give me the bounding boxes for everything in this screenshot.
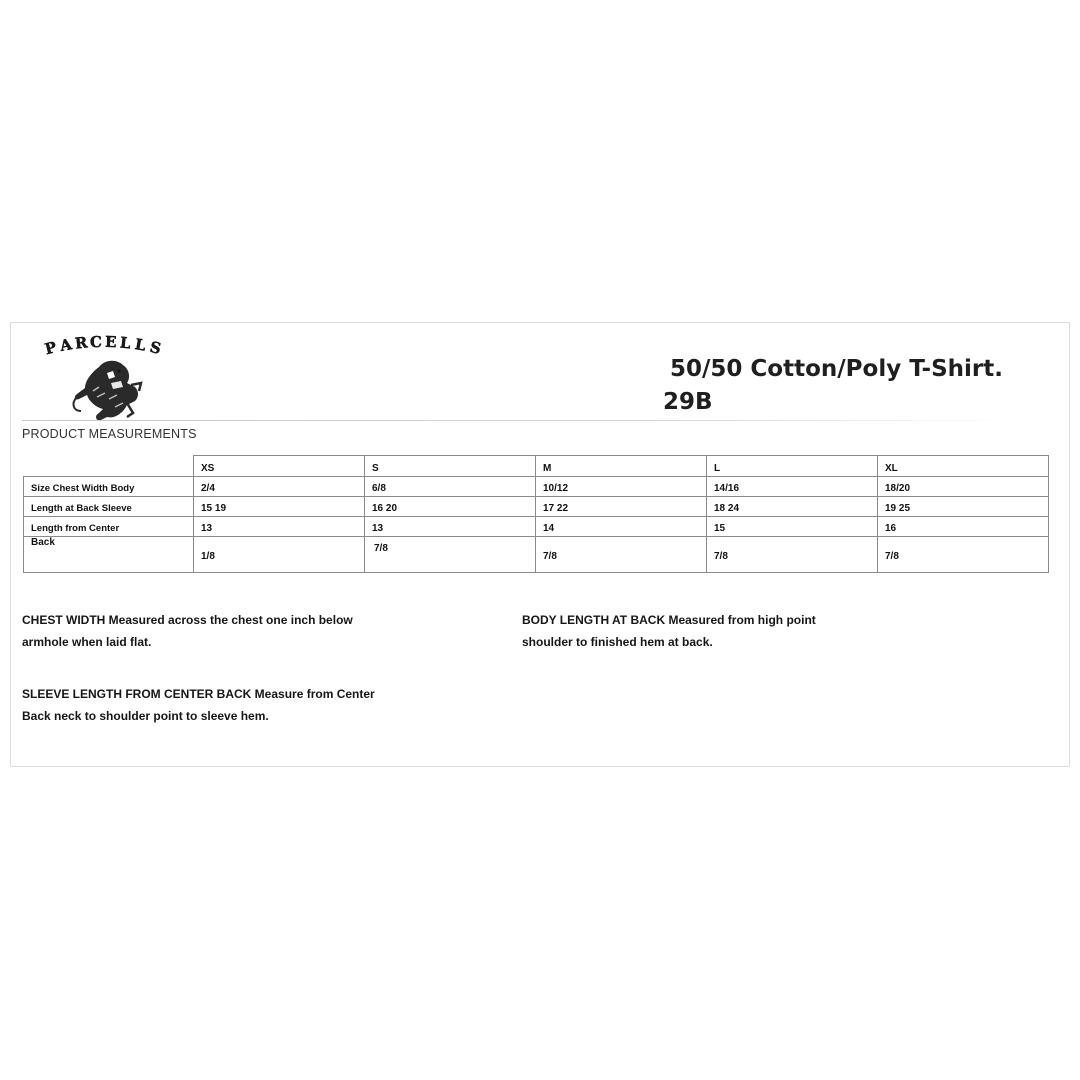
brand-logo-text: [45, 329, 165, 359]
table-cell-value: 1/8: [201, 551, 215, 562]
row-label: Length from Center: [24, 517, 194, 537]
panther-mascot-icon: [69, 357, 145, 423]
table-row: [24, 517, 1049, 537]
table-row: [24, 537, 1049, 573]
logo-letter: E: [104, 332, 118, 352]
table-cell: 19 25: [878, 497, 1049, 517]
table-cell: 13: [194, 517, 365, 537]
table-cell-value: 7/8: [714, 551, 728, 562]
table-cell: [707, 537, 878, 573]
header-divider: [22, 420, 1012, 421]
body-length-note: BODY LENGTH AT BACK Measured from high point shoulder to finished hem at back.: [522, 613, 816, 649]
table-corner-cell: [24, 456, 194, 477]
column-header: XL: [878, 456, 1049, 477]
table-cell-value: 7/8: [885, 551, 899, 562]
brand-logo: [45, 329, 165, 421]
sleeve-length-note: SLEEVE LENGTH FROM CENTER BACK Measure from Center Back neck to shoulder point to sleeve hem.: [22, 687, 375, 723]
chest-width-note: CHEST WIDTH Measured across the chest one inch below armhole when laid flat.: [22, 613, 353, 649]
table-cell: 16: [878, 517, 1049, 537]
column-header: L: [707, 456, 878, 477]
column-header: M: [536, 456, 707, 477]
logo-letter: R: [74, 333, 90, 353]
measurement-table: [23, 455, 1049, 573]
table-cell: 13: [365, 517, 536, 537]
table-cell: 16 20: [365, 497, 536, 517]
logo-letter: S: [147, 337, 164, 359]
table-cell: 18 24: [707, 497, 878, 517]
product-title: [663, 353, 1043, 419]
table-row: [24, 477, 1049, 497]
logo-letter: L: [119, 333, 133, 353]
table-cell: 6/8: [365, 477, 536, 497]
table-cell-value: 7/8: [374, 543, 388, 554]
table-cell: 15: [707, 517, 878, 537]
table-cell: 14: [536, 517, 707, 537]
row-label: Length at Back Sleeve: [24, 497, 194, 517]
section-heading: PRODUCT MEASUREMENTS: [22, 427, 197, 441]
table-cell-value: 7/8: [543, 551, 557, 562]
logo-letter: A: [58, 335, 75, 356]
product-title-line-1: 50/50 Cotton/Poly T-Shirt.: [670, 356, 1003, 382]
table-cell: 10/12: [536, 477, 707, 497]
table-cell: [878, 537, 1049, 573]
row-label: Size Chest Width Body: [24, 477, 194, 497]
table-cell: 15 19: [194, 497, 365, 517]
table-cell: [365, 537, 536, 573]
table-row: [24, 497, 1049, 517]
logo-letter: P: [43, 337, 60, 359]
table-cell: [536, 537, 707, 573]
product-title-line-2: 29B: [663, 389, 713, 415]
logo-letter: L: [133, 335, 149, 355]
table-header-row: [24, 456, 1049, 477]
table-cell: 14/16: [707, 477, 878, 497]
logo-letter: C: [89, 332, 104, 352]
table-cell: 2/4: [194, 477, 365, 497]
row-label: Back: [24, 537, 194, 573]
table-cell: 18/20: [878, 477, 1049, 497]
column-header: S: [365, 456, 536, 477]
column-header: XS: [194, 456, 365, 477]
table-cell: 17 22: [536, 497, 707, 517]
table-cell: [194, 537, 365, 573]
size-chart-card: [10, 322, 1070, 767]
